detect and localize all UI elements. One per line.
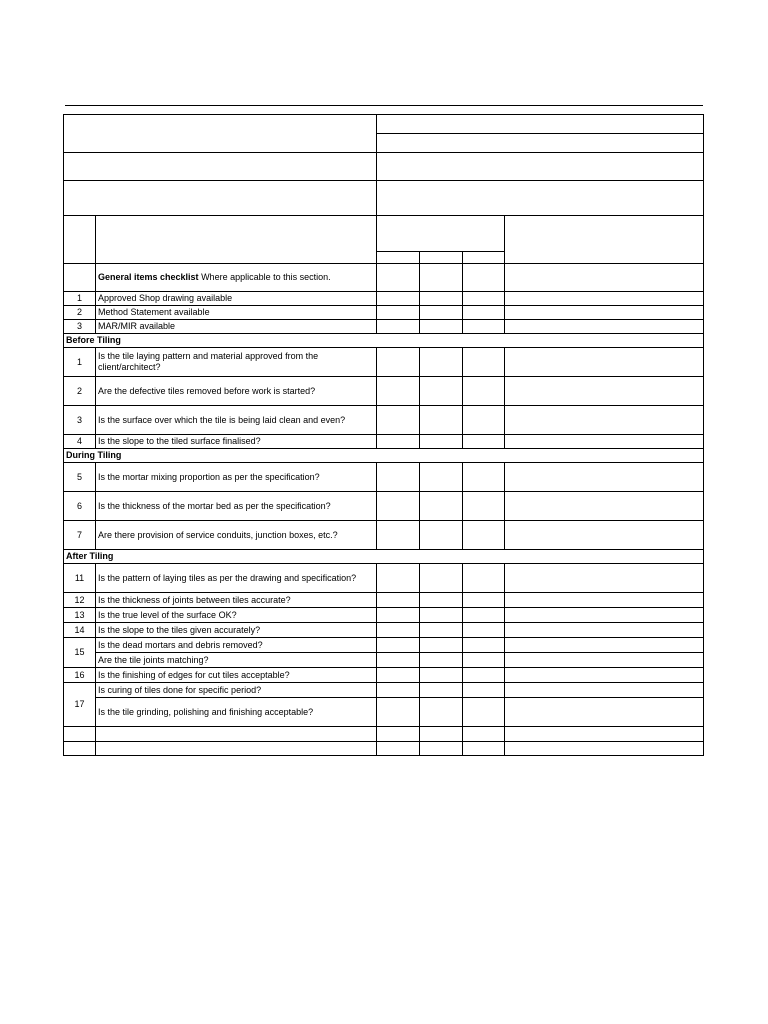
table-row	[64, 608, 704, 623]
header-cell-right-1	[377, 115, 704, 134]
section-title-after: After Tiling	[64, 550, 704, 564]
remarks-cell[interactable]	[505, 492, 704, 521]
check-cell[interactable]	[420, 683, 463, 698]
check-cell[interactable]	[463, 348, 505, 377]
check-cell[interactable]	[377, 435, 420, 449]
check-cell[interactable]	[377, 638, 420, 653]
header-cell-left-1	[64, 115, 377, 153]
check-cell[interactable]	[420, 320, 463, 334]
check-cell[interactable]	[463, 698, 505, 727]
col-header-no	[64, 216, 96, 264]
col-subheader-2	[420, 252, 463, 264]
item-number: 5	[64, 463, 96, 492]
section-row-before	[64, 334, 704, 348]
check-cell[interactable]	[463, 306, 505, 320]
remarks-cell[interactable]	[505, 377, 704, 406]
header-row-1	[64, 115, 704, 134]
check-cell[interactable]	[463, 623, 505, 638]
check-cell[interactable]	[377, 463, 420, 492]
table-row	[64, 698, 704, 727]
item-question: Is the finishing of edges for cut tiles acceptable?	[96, 668, 377, 683]
blank-row	[64, 742, 704, 756]
item-question: Is the tile grinding, polishing and finishing acceptable?	[96, 698, 377, 727]
header-cell-left-4	[64, 181, 377, 216]
check-cell[interactable]	[420, 306, 463, 320]
check-cell[interactable]	[463, 593, 505, 608]
table-row	[64, 292, 704, 306]
item-question: Is the surface over which the tile is being laid clean and even?	[96, 406, 377, 435]
item-question: Is the slope to the tiles given accurately?	[96, 623, 377, 638]
check-cell[interactable]	[377, 348, 420, 377]
check-cell[interactable]	[377, 320, 420, 334]
check-cell[interactable]	[377, 608, 420, 623]
check-cell[interactable]	[420, 564, 463, 593]
item-number: 7	[64, 521, 96, 550]
header-cell-right-3	[377, 153, 704, 181]
check-cell[interactable]	[463, 292, 505, 306]
item-number: 2	[64, 377, 96, 406]
item-number: 15	[64, 638, 96, 668]
item-question: Are the tile joints matching?	[96, 653, 377, 668]
check-cell[interactable]	[420, 593, 463, 608]
tiling-checklist-table	[63, 114, 704, 756]
item-number: 14	[64, 623, 96, 638]
remarks-cell[interactable]	[505, 683, 704, 698]
item-number: 17	[64, 683, 96, 727]
table-row	[64, 653, 704, 668]
table-row	[64, 492, 704, 521]
check-cell[interactable]	[463, 638, 505, 653]
section-title-before: Before Tiling	[64, 334, 704, 348]
check-cell[interactable]	[377, 377, 420, 406]
item-number: 13	[64, 608, 96, 623]
item-question: Are the defective tiles removed before work is started?	[96, 377, 377, 406]
remarks-cell[interactable]	[505, 306, 704, 320]
remarks-cell[interactable]	[505, 320, 704, 334]
col-header-status-group	[377, 216, 505, 252]
check-cell[interactable]	[463, 668, 505, 683]
section-title-during: During Tiling	[64, 449, 704, 463]
check-cell[interactable]	[463, 320, 505, 334]
item-question: Is the pattern of laying tiles as per the drawing and specification?	[96, 564, 377, 593]
item-question: Are there provision of service conduits, junction boxes, etc.?	[96, 521, 377, 550]
check-cell[interactable]	[420, 698, 463, 727]
remarks-cell[interactable]	[505, 463, 704, 492]
header-row-4	[64, 181, 704, 216]
table-row	[64, 638, 704, 653]
general-heading-row	[64, 264, 704, 292]
remarks-cell[interactable]	[505, 638, 704, 653]
check-cell[interactable]	[377, 521, 420, 550]
check-cell[interactable]	[377, 653, 420, 668]
check-cell[interactable]	[420, 638, 463, 653]
item-number: 1	[64, 292, 96, 306]
remarks-cell[interactable]	[505, 406, 704, 435]
item-number: 1	[64, 348, 96, 377]
check-cell[interactable]	[420, 653, 463, 668]
table-row	[64, 683, 704, 698]
item-question: Is the dead mortars and debris removed?	[96, 638, 377, 653]
check-cell[interactable]	[463, 521, 505, 550]
check-cell[interactable]	[377, 683, 420, 698]
item-number: 12	[64, 593, 96, 608]
check-cell[interactable]	[377, 492, 420, 521]
item-question: Is the thickness of the mortar bed as per the specification?	[96, 492, 377, 521]
check-cell[interactable]	[420, 292, 463, 306]
item-number: 6	[64, 492, 96, 521]
check-cell[interactable]	[377, 306, 420, 320]
item-number: 3	[64, 320, 96, 334]
header-cell-left-3	[64, 153, 377, 181]
section-row-after	[64, 550, 704, 564]
table-row	[64, 623, 704, 638]
col-header-remarks	[505, 216, 704, 264]
header-cell-right-2	[377, 134, 704, 153]
remarks-cell[interactable]	[505, 564, 704, 593]
table-row	[64, 463, 704, 492]
check-cell[interactable]	[463, 492, 505, 521]
remarks-cell[interactable]	[505, 348, 704, 377]
table-row	[64, 348, 704, 377]
remarks-cell[interactable]	[505, 292, 704, 306]
check-cell[interactable]	[420, 435, 463, 449]
check-cell[interactable]	[463, 683, 505, 698]
check-cell[interactable]	[463, 653, 505, 668]
item-number: 11	[64, 564, 96, 593]
table-row	[64, 564, 704, 593]
remarks-cell[interactable]	[505, 698, 704, 727]
item-question: Is curing of tiles done for specific period?	[96, 683, 377, 698]
table-row	[64, 320, 704, 334]
col-header-description	[96, 216, 377, 264]
table-row	[64, 521, 704, 550]
item-number: 3	[64, 406, 96, 435]
check-cell[interactable]	[377, 406, 420, 435]
check-cell[interactable]	[463, 406, 505, 435]
check-cell[interactable]	[420, 623, 463, 638]
check-cell[interactable]	[420, 377, 463, 406]
table-row	[64, 435, 704, 449]
item-question: Is the thickness of joints between tiles accurate?	[96, 593, 377, 608]
check-cell[interactable]	[377, 564, 420, 593]
item-number: 2	[64, 306, 96, 320]
check-cell[interactable]	[377, 668, 420, 683]
section-row-during	[64, 449, 704, 463]
item-question: Is the slope to the tiled surface finalised?	[96, 435, 377, 449]
item-question: Is the tile laying pattern and material approved from the client/architect?	[96, 348, 377, 377]
check-cell[interactable]	[463, 608, 505, 623]
table-row	[64, 668, 704, 683]
table-row	[64, 593, 704, 608]
check-cell[interactable]	[377, 593, 420, 608]
remarks-cell[interactable]	[505, 653, 704, 668]
general-heading-cell	[96, 264, 377, 292]
item-question: Approved Shop drawing available	[96, 292, 377, 306]
remarks-cell[interactable]	[505, 435, 704, 449]
table-row	[64, 306, 704, 320]
table-row	[64, 406, 704, 435]
general-note: Where applicable to this section.	[198, 272, 331, 282]
check-cell[interactable]	[463, 435, 505, 449]
check-cell[interactable]	[463, 377, 505, 406]
item-question: MAR/MIR available	[96, 320, 377, 334]
check-cell[interactable]	[420, 492, 463, 521]
check-cell[interactable]	[377, 292, 420, 306]
general-heading: General items checklist	[98, 272, 199, 282]
remarks-cell[interactable]	[505, 521, 704, 550]
header-rule	[65, 105, 703, 106]
remarks-cell[interactable]	[505, 668, 704, 683]
column-header-row	[64, 216, 704, 252]
check-cell[interactable]	[420, 668, 463, 683]
header-cell-right-4	[377, 181, 704, 216]
blank-row	[64, 727, 704, 742]
remarks-cell[interactable]	[505, 608, 704, 623]
remarks-cell[interactable]	[505, 593, 704, 608]
check-cell[interactable]	[420, 348, 463, 377]
check-cell[interactable]	[420, 463, 463, 492]
item-question: Is the mortar mixing proportion as per the specification?	[96, 463, 377, 492]
item-question: Method Statement available	[96, 306, 377, 320]
item-number: 16	[64, 668, 96, 683]
table-row	[64, 377, 704, 406]
check-cell[interactable]	[420, 406, 463, 435]
item-number: 4	[64, 435, 96, 449]
col-subheader-3	[463, 252, 505, 264]
remarks-cell[interactable]	[505, 623, 704, 638]
check-cell[interactable]	[377, 698, 420, 727]
header-row-3	[64, 153, 704, 181]
check-cell[interactable]	[463, 463, 505, 492]
check-cell[interactable]	[420, 521, 463, 550]
check-cell[interactable]	[377, 623, 420, 638]
col-subheader-1	[377, 252, 420, 264]
item-question: Is the true level of the surface OK?	[96, 608, 377, 623]
check-cell[interactable]	[420, 608, 463, 623]
check-cell[interactable]	[463, 564, 505, 593]
